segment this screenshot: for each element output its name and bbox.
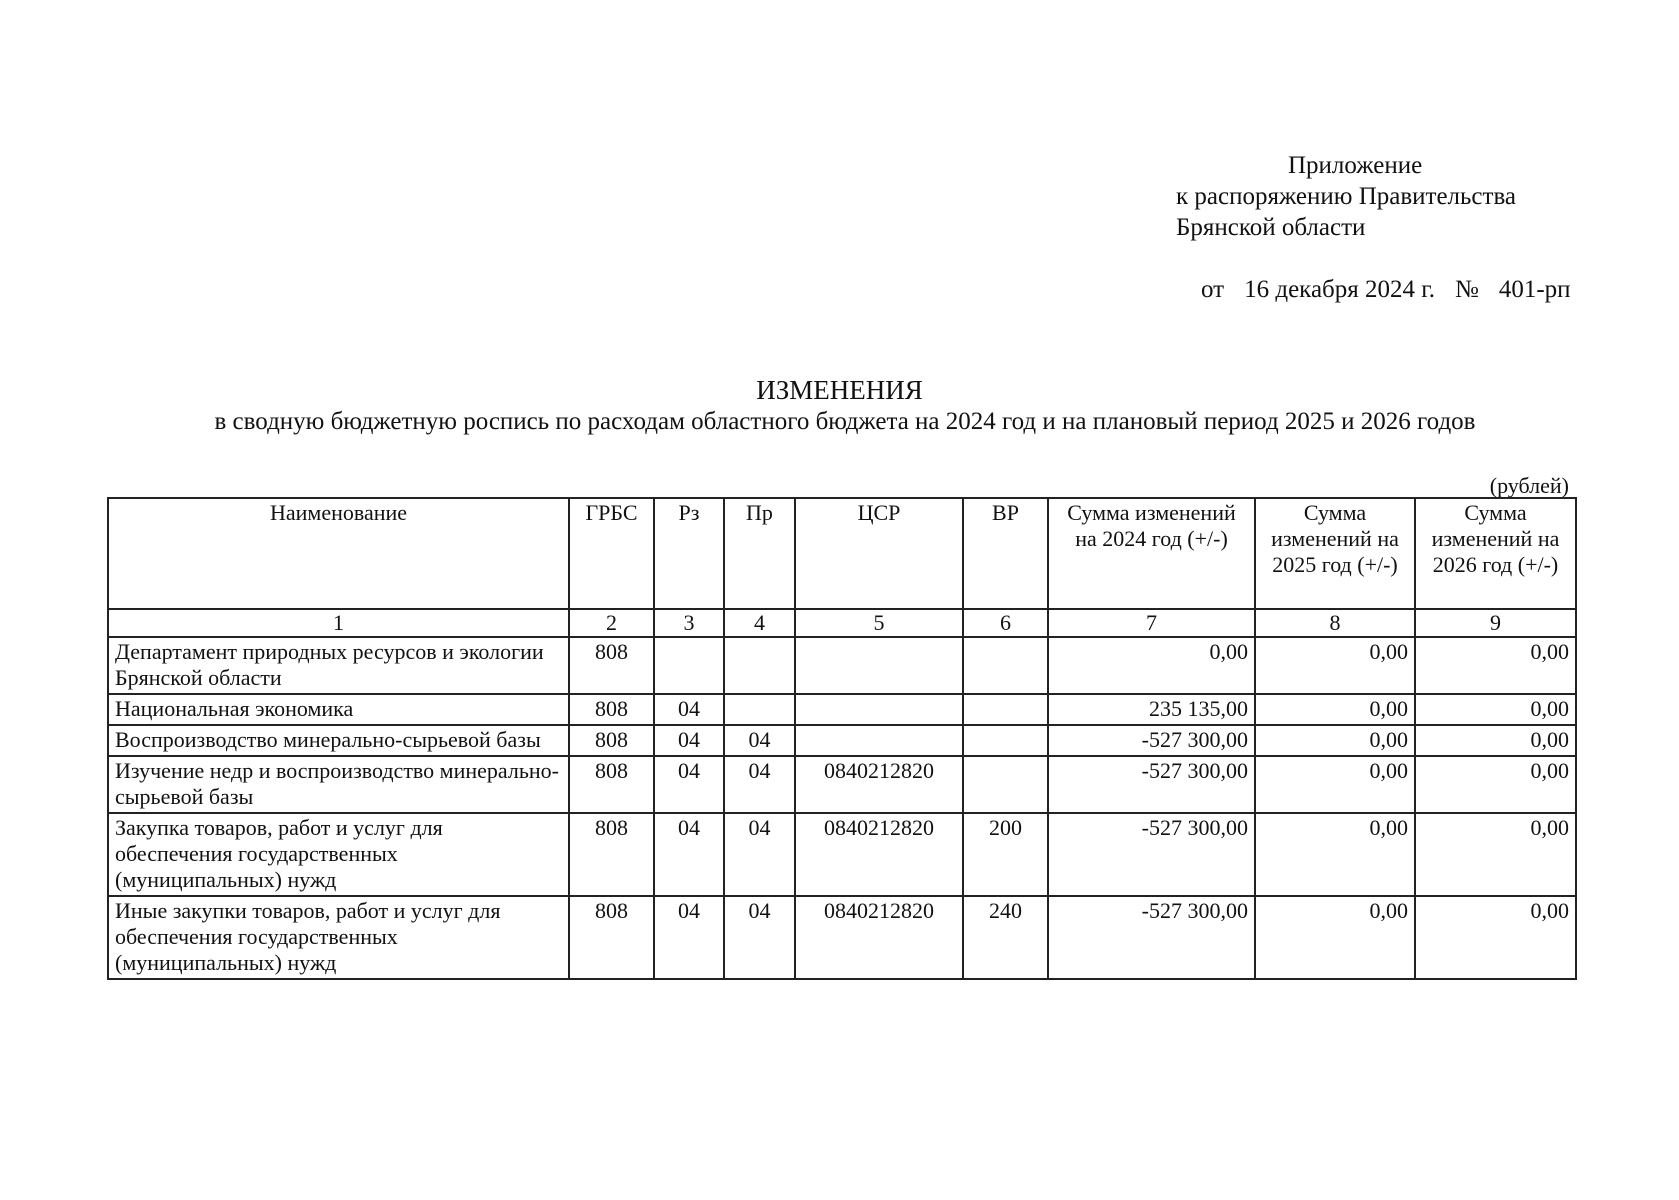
- table-row: [108, 725, 1576, 756]
- row-sum-2025: 0,00: [1255, 756, 1415, 813]
- row-pr: [724, 694, 795, 725]
- row-pr: [724, 637, 795, 694]
- row-sum-2026: 0,00: [1415, 756, 1576, 813]
- row-name: Воспроизводство минерально-сырьевой базы: [108, 725, 569, 756]
- col-header-rz: Рз: [654, 498, 724, 609]
- appendix-number: 401-рп: [1498, 276, 1571, 303]
- appendix-line: Приложение: [1288, 152, 1423, 179]
- row-pr: 04: [724, 813, 795, 896]
- row-csr: 0840212820: [795, 756, 963, 813]
- row-rz: 04: [654, 896, 724, 979]
- row-sum-2026: 0,00: [1415, 637, 1576, 694]
- row-sum-2026: 0,00: [1415, 694, 1576, 725]
- row-csr: [795, 725, 963, 756]
- col-header-grbs: ГРБС: [569, 498, 654, 609]
- currency-unit: (рублей): [1489, 473, 1569, 498]
- table-row: [108, 756, 1576, 813]
- column-number: 6: [963, 609, 1048, 637]
- row-name: Изучение недр и воспроизводство минерально-сырьевой базы: [108, 756, 569, 813]
- row-sum-2024: -527 300,00: [1048, 725, 1255, 756]
- row-sum-2025: 0,00: [1255, 896, 1415, 979]
- row-sum-2025: 0,00: [1255, 725, 1415, 756]
- row-rz: 04: [654, 694, 724, 725]
- row-name: Закупка товаров, работ и услуг для обеспечения государственных (муниципальных) нужд: [108, 813, 569, 896]
- row-csr: 0840212820: [795, 896, 963, 979]
- row-sum-2025: 0,00: [1255, 637, 1415, 694]
- row-csr: 0840212820: [795, 813, 963, 896]
- table-row: [108, 896, 1576, 979]
- row-sum-2024: -527 300,00: [1048, 756, 1255, 813]
- column-number: 5: [795, 609, 963, 637]
- row-vr: [963, 637, 1048, 694]
- row-rz: 04: [654, 813, 724, 896]
- row-name: Национальная экономика: [108, 694, 569, 725]
- row-name: Иные закупки товаров, работ и услуг для обеспечения государственных (муниципальных) нужд: [108, 896, 569, 979]
- column-number: 3: [654, 609, 724, 637]
- row-vr: 240: [963, 896, 1048, 979]
- column-number: 7: [1048, 609, 1255, 637]
- row-sum-2024: -527 300,00: [1048, 813, 1255, 896]
- col-header-vr: ВР: [963, 498, 1048, 609]
- appendix-line: к распоряжению Правительства: [1176, 183, 1517, 210]
- col-header-name: Наименование: [108, 498, 569, 609]
- row-pr: 04: [724, 756, 795, 813]
- column-number: 9: [1415, 609, 1576, 637]
- row-vr: [963, 756, 1048, 813]
- row-sum-2024: -527 300,00: [1048, 896, 1255, 979]
- column-number: 8: [1255, 609, 1415, 637]
- column-number: 4: [724, 609, 795, 637]
- table-row: [108, 813, 1576, 896]
- row-sum-2026: 0,00: [1415, 813, 1576, 896]
- column-number-row: [108, 609, 1576, 637]
- row-csr: [795, 694, 963, 725]
- column-number: 2: [569, 609, 654, 637]
- row-sum-2025: 0,00: [1255, 694, 1415, 725]
- row-rz: 04: [654, 756, 724, 813]
- row-grbs: 808: [569, 694, 654, 725]
- table-row: [108, 637, 1576, 694]
- row-csr: [795, 637, 963, 694]
- row-grbs: 808: [569, 725, 654, 756]
- number-sign: №: [1454, 276, 1479, 303]
- table-header-row: [108, 498, 1576, 609]
- col-header-sum-2024: Сумма изменений на 2024 год (+/-): [1048, 498, 1255, 609]
- row-grbs: 808: [569, 637, 654, 694]
- row-sum-2024: 235 135,00: [1048, 694, 1255, 725]
- appendix-date-line: [1176, 243, 1571, 336]
- row-grbs: 808: [569, 896, 654, 979]
- col-header-csr: ЦСР: [795, 498, 963, 609]
- row-sum-2025: 0,00: [1255, 813, 1415, 896]
- appendix-block: [1176, 150, 1571, 336]
- document-subtitle: в сводную бюджетную роспись по расходам областного бюджета на 2024 год и на плановый период 2025 и 2026 годов: [214, 408, 1476, 435]
- row-sum-2026: 0,00: [1415, 896, 1576, 979]
- appendix-date: 16 декабря 2024 г.: [1244, 276, 1435, 303]
- row-pr: 04: [724, 896, 795, 979]
- row-rz: [654, 637, 724, 694]
- row-vr: 200: [963, 813, 1048, 896]
- row-pr: 04: [724, 725, 795, 756]
- budget-table: [107, 497, 1577, 980]
- row-vr: [963, 725, 1048, 756]
- col-header-pr: Пр: [724, 498, 795, 609]
- document-title: ИЗМЕНЕНИЯ: [756, 375, 923, 405]
- col-header-sum-2025: Сумма изменений на 2025 год (+/-): [1255, 498, 1415, 609]
- row-sum-2024: 0,00: [1048, 637, 1255, 694]
- row-vr: [963, 694, 1048, 725]
- date-prefix: от: [1201, 276, 1225, 303]
- row-rz: 04: [654, 725, 724, 756]
- column-number: 1: [108, 609, 569, 637]
- row-name: Департамент природных ресурсов и экологии Брянской области: [108, 637, 569, 694]
- row-sum-2026: 0,00: [1415, 725, 1576, 756]
- row-grbs: 808: [569, 813, 654, 896]
- col-header-sum-2026: Сумма изменений на 2026 год (+/-): [1415, 498, 1576, 609]
- row-grbs: 808: [569, 756, 654, 813]
- table-row: [108, 694, 1576, 725]
- appendix-line: Брянской области: [1176, 214, 1366, 241]
